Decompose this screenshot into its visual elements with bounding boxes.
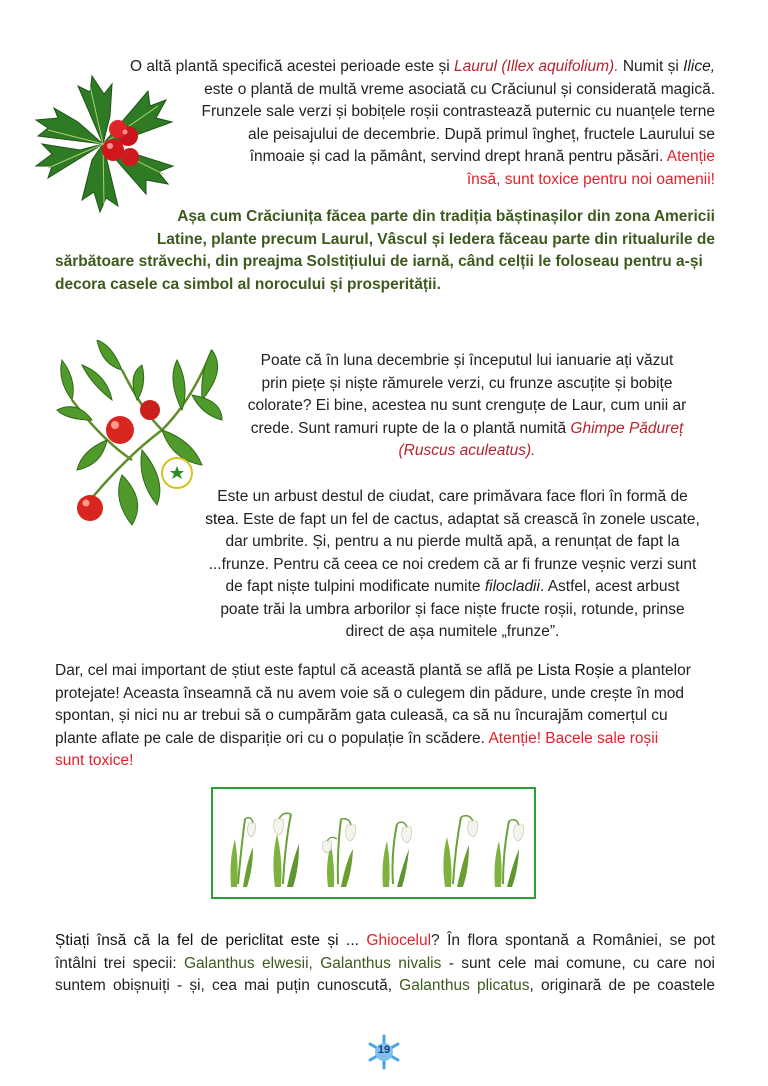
text-line: colorate? Ei bine, acestea nu sunt crenguțe de Laur, cum unii ar (247, 397, 687, 414)
text: Numit și (618, 58, 684, 75)
ruscus-berry (140, 400, 160, 420)
text: plante aflate pe cale de dispariție ori cu o populație în scădere. (55, 729, 489, 747)
text: . Este de fapt un fel de cactus, adaptat să crească în zonele uscate, (234, 510, 700, 528)
snowdrop-plant (383, 822, 412, 887)
text-line: prin piețe și niște rămurele verzi, cu frunze ascuțite și bobițe (261, 374, 673, 392)
text-line: Este un arbust destul de ciudat, care primăvara face flori în formă de (217, 488, 688, 505)
highlight-word: stea (205, 510, 235, 528)
snowdrop-plant (231, 818, 256, 887)
text: Știați însă că la fel de periclitat este și ... (55, 932, 367, 949)
text-line: ...frunze. Pentru că ceea ce noi credem că ar fi frunze veșnic verzi sunt (208, 555, 697, 573)
text-line: Poate că în luna decembrie și începutul lui ianuarie ați văzut (260, 352, 674, 369)
warning-text: sunt toxice! (55, 752, 134, 769)
text-line: poate trăi la umbra arborilor și face niște fructe roșii, rotunde, prinse (220, 600, 685, 618)
snowdrop-plant (273, 813, 299, 887)
warning-text: însă, sunt toxice pentru noi oamenii! (466, 170, 715, 188)
text-line: direct de așa numitele „frunze”. (345, 623, 560, 640)
page-number: 19 (377, 1044, 391, 1056)
page-number-badge (366, 1034, 402, 1070)
text: întâlni trei specii: (55, 954, 184, 972)
text-line: ale peisajului de decembrie. După primul îngheț, fructele Laurului se (248, 125, 715, 143)
paragraph-snowdrop (55, 930, 715, 998)
paragraph-ruscus-intro (232, 350, 702, 463)
latin-name: Galanthus elwesii, Galanthus nivalis (184, 954, 442, 972)
paragraph-laurel (100, 56, 715, 191)
text: . Astfel, acest arbust (539, 578, 680, 595)
text-line: Frunzele sale verzi și bobițele roșii contrastează puternic cu nuanțele terne (201, 103, 715, 120)
text-line: spontan, și nici nu ar trebui să o cumpărăm gata culeasă, ca să nu încurajăm comerțul cu (55, 707, 668, 724)
highlight-word: Lista Roșie (537, 662, 615, 679)
snowdrop-plant (323, 819, 356, 887)
latin-name: Laurul (Illex aquifolium). (453, 58, 619, 75)
paragraph-traditions (55, 206, 715, 296)
text: a plantelor (614, 662, 691, 679)
term: filocladii (484, 578, 540, 595)
text-line: sărbătoare străvechi, din preajma Solstițiului de iarnă, când celții le foloseau pentru a-și (55, 253, 703, 270)
text: O altă plantă specifică acestei perioade este și (130, 58, 454, 75)
text: înmoaie și cad la pământ, servind drept hrană pentru păsări. (249, 148, 667, 165)
paragraph-ruscus-description (190, 486, 715, 644)
text: suntem obișnuiți - și, cea mai puțin cunoscută, (55, 977, 400, 994)
warning-text: Atenție (666, 148, 715, 165)
ruscus-berry (77, 495, 103, 521)
snowdrop-plant (443, 816, 477, 887)
text-line: protejate! Aceasta înseamnă că nu avem voie să o culegem din pădure, unde crește în mod (55, 684, 684, 702)
text: crede. Sunt ramuri rupte de la o plantă numită (250, 419, 571, 437)
text: Dar, cel mai important de știut este faptul că această plantă se află pe (55, 662, 538, 679)
text-line: Așa cum Crăciunița făcea parte din tradiția băștinașilor din zona Americii (177, 208, 715, 225)
text: Ilice, (683, 58, 715, 75)
paragraph-red-list (55, 660, 715, 773)
text: de fapt niște tulpini modificate numite (225, 578, 485, 595)
text: , originară de pe coastele (529, 977, 715, 994)
text-line: decora casele ca simbol al norocului și prosperității. (55, 275, 441, 293)
snowdrops-illustration (213, 789, 533, 897)
text-line: este o plantă de multă vreme asociată cu Crăciunul și considerată magică. (204, 80, 715, 98)
plant-name: Ghiocelul (366, 932, 432, 949)
latin-name: Galanthus plicatus (399, 977, 530, 994)
text-line: Latine, plante precum Laurul, Vâscul și Iedera făceau parte din ritualurile de (156, 230, 715, 248)
plant-name: Ghimpe Pădureț (570, 419, 684, 437)
text: ? În flora spontană a României, se pot (431, 932, 715, 949)
warning-text: Atenție! Bacele sale roșii (488, 729, 659, 747)
snowdrops-illustration-frame (211, 787, 536, 899)
latin-name: (Ruscus aculeatus). (398, 442, 536, 459)
text: - sunt cele mai comune, cu care noi (441, 954, 715, 972)
ruscus-berry (106, 416, 134, 444)
text-line: dar umbrite. Și, pentru a nu pierde multă apă, a renunțat de fapt la (225, 533, 680, 550)
snowdrop-plant (495, 820, 524, 887)
